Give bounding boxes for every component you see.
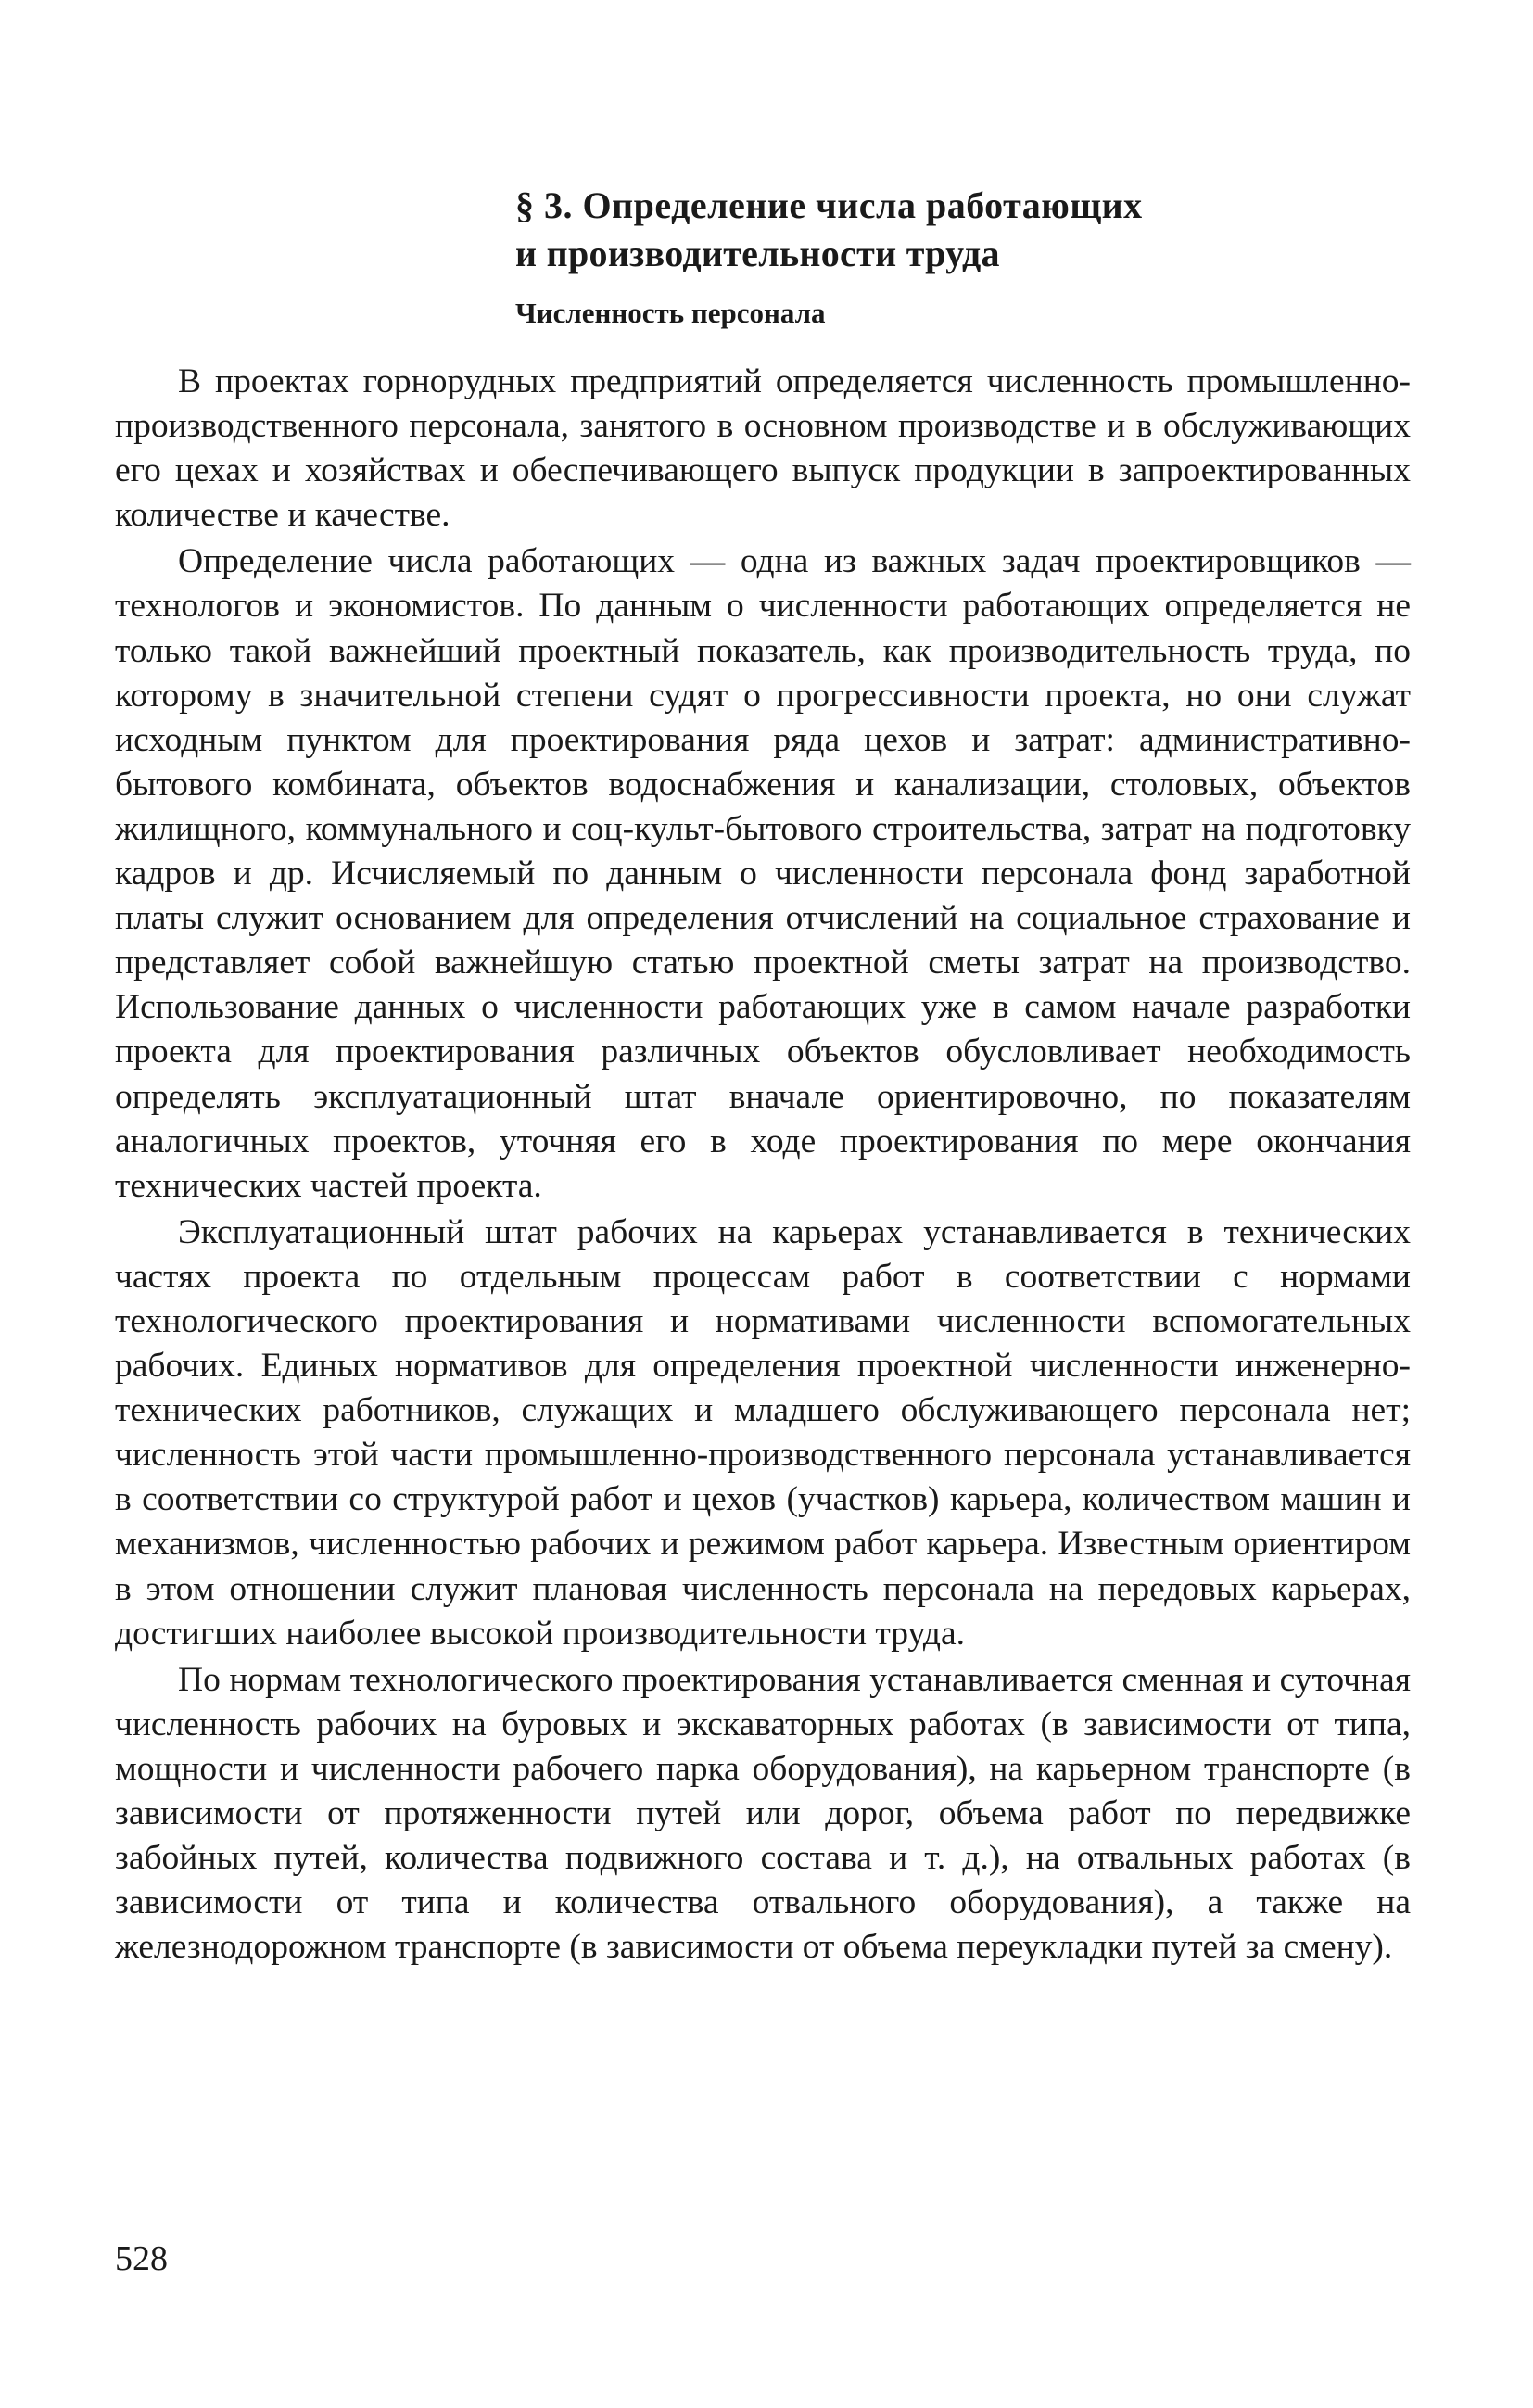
body-text [115, 360, 1411, 1971]
section-title [515, 182, 1349, 278]
section-title-line-2: и производительности труда [515, 233, 1000, 274]
paragraph-4: По нормам технологического проектирования устанавливается сменная и суточная численность рабочих на буровых и экскаваторных работах (в зависимости от типа, мощности и численности рабочего парка оборудования), на карьерном транспорте (в зависимости от протяженности путей или дорог, объема работ по передвижке забойных путей, количества подвижного состава и т. д.), на отвальных работах (в зависимости от типа и количества отвального оборудования), а также на железнодорожном транспорте (в зависимости от объема переукладки путей за смену). [115, 1660, 1411, 1967]
paragraph-1: В проектах горнорудных предприятий определяется численность промышленно-производственного персонала, занятого в основном производстве и в обслуживающих его цехах и хозяйствах и обеспечивающего выпуск продукции в запроектированных количестве и качестве. [115, 362, 1411, 535]
page-number: 528 [115, 2239, 168, 2278]
paragraph-2: Определение числа работающих — одна из важных задач проектировщиков — технологов и экономистов. По данным о численности работающих определяется не только такой важнейший проектный показатель, как производительность труда, по которому в значительной степени судят о прогрессивности проекта, но они служат исходным пунктом для проектирования ряда цехов и затрат: административно-бытового комбината, объектов водоснабжения и канализации, столовых, объектов жилищного, коммунального и соц-культ-бытового строительства, затрат на подготовку кадров и др. Исчисляемый по данным о численности персонала фонд заработной платы служит основанием для определения отчислений на социальное страхование и представляет собой важнейшую статью проектной сметы затрат на производство. Использование данных о численности работающих уже в самом начале разработки проекта для проектирования различных объектов обусловливает необходимость определять эксплуатационный штат вначале ориентировочно, по показателям аналогичных проектов, уточняя его в ходе проектирования по мере окончания технических частей проекта. [115, 542, 1411, 1205]
subsection-heading: Численность персонала [515, 297, 826, 329]
section-title-line-1: § 3. Определение числа работающих [515, 184, 1143, 226]
paragraph-3: Эксплуатационный штат рабочих на карьерах устанавливается в технических частях проекта по отдельным процессам работ в соответствии с нормами технологического проектирования и нормативами численности вспомогательных рабочих. Единых нормативов для определения проектной численности инженерно-технических работников, служащих и младшего обслуживающего персонала нет; численность этой части промышленно-производственного персонала устанавливается в соответствии со структурой работ и цехов (участков) карьера, количеством машин и механизмов, численностью рабочих и режимом работ карьера. Известным ориентиром в этом отношении служит плановая численность персонала на передовых карьерах, достигших наиболее высокой производительности труда. [115, 1212, 1411, 1653]
